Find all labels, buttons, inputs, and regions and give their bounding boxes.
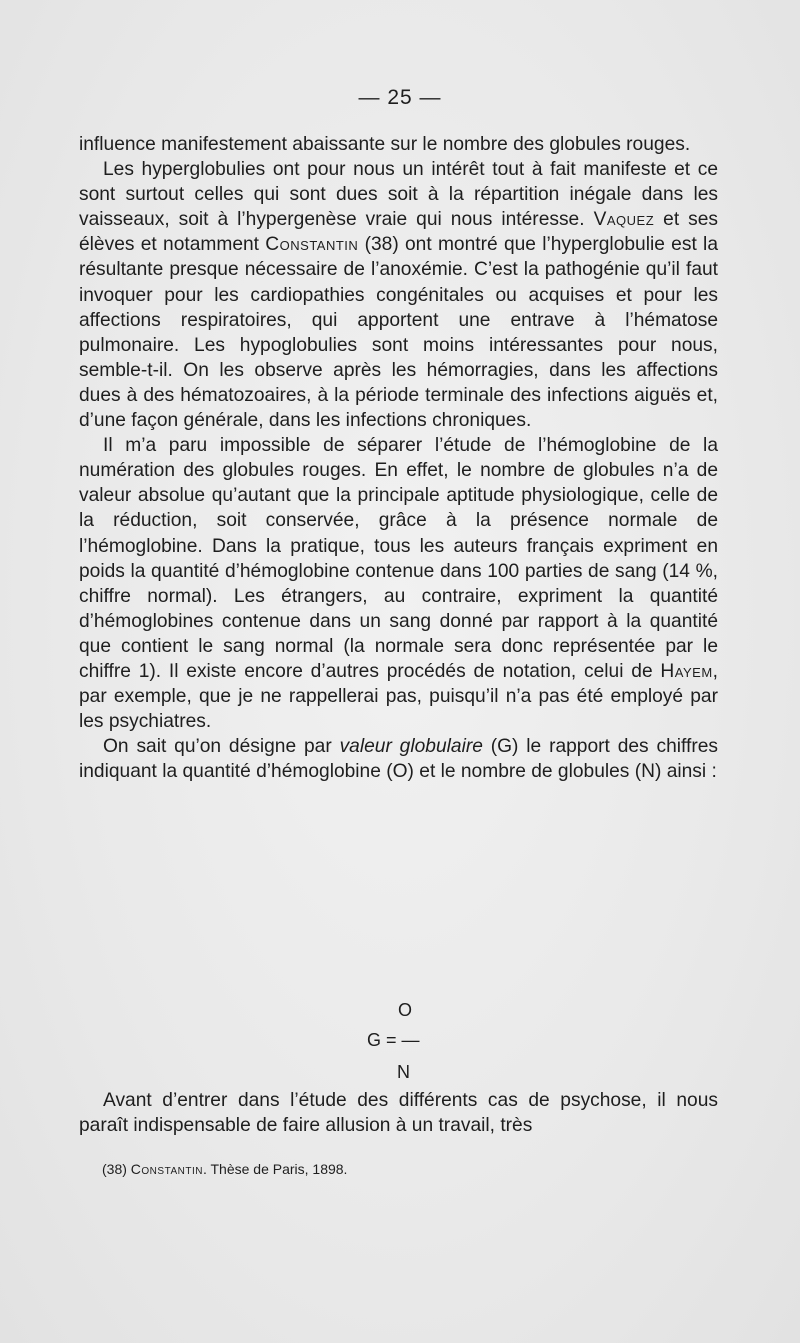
paragraph-3-text-b: , par exemple, que je ne rappellerai pas, puisqu’il n’a pas été employé par les psychiatres. bbox=[79, 660, 718, 733]
paragraph-2-text-b: et ses élèves et notamment bbox=[79, 209, 718, 256]
paragraph-4-text-b: (G) le rapport des chiffres indiquant la quantité d’hémoglobine (O) et le nombre de globules (N) ainsi : bbox=[79, 736, 718, 783]
paragraph-2-text-c: (38) ont montré que l’hyperglobulie est la résultante presque nécessaire de l’anoxémie. C’est la pathogénie qu’il faut invoquer pour les cardiopathies congénitales ou acquises et pour les affections respiratoires, qui apportent une entrave à l’hématose pulmonaire. Les hypoglobulies sont moins intéressantes pour nous, semble-t-il. On les observe après les hémorragies, dans les affections dues à des hématozoaires, à la période terminale des infections aiguës et, d’une façon générale, dans les infections chroniques. bbox=[79, 234, 718, 432]
term-valeur-globulaire: valeur globulaire bbox=[339, 736, 483, 758]
footnote-rest: . Thèse de Paris, 1898. bbox=[202, 1161, 348, 1177]
paragraph-1 bbox=[79, 132, 718, 157]
paragraph-1-text: influence manifestement abaissante sur le nombre des globules rouges. bbox=[79, 134, 691, 155]
formula-numerator: O bbox=[398, 1000, 413, 1020]
author-hayem: Hayem bbox=[660, 660, 713, 682]
author-constantin: Constantin bbox=[265, 234, 359, 256]
paragraph-4-text: On sait qu’on désigne par bbox=[103, 736, 340, 758]
footnote-author: Constantin bbox=[130, 1161, 203, 1177]
closing-text bbox=[79, 1088, 718, 1138]
paragraph-2-text: Les hyperglobulies ont pour nous un intérêt tout à fait manifeste et ce sont surtout celles qui sont dues soit à la répartition inégale dans les vaisseaux, soit à l’hypergenèse vraie qui nous intéresse. bbox=[79, 159, 718, 231]
paragraph-4 bbox=[79, 734, 718, 784]
paragraph-3-text: Il m’a paru impossible de séparer l’étude de l’hémoglobine de la numération des globules rouges. En effet, le nombre de globules n’a de valeur absolue qu’autant que la principale aptitude physiologique, celle de la réduction, soit conservée, grâce à la présence normale de l’hémoglobine. Dans la pratique, tous les auteurs français expriment en poids la quantité d’hémoglobine contenue dans 100 parties de sang (14 %, chiffre normal). Les étrangers, au contraire, expriment la quantité d’hémoglobines contenue dans un sang donné par rapport à la quantité que contient le sang normal (la normale sera donc représentée par le chiffre 1). Il existe encore d’autres procédés de notation, celui de bbox=[79, 435, 718, 682]
main-text bbox=[79, 132, 718, 784]
paragraph-5-text: Avant d’entrer dans l’étude des différents cas de psychose, il nous paraît indispensable de faire allusion à un travail, très bbox=[79, 1090, 718, 1137]
paragraph-2 bbox=[79, 157, 718, 433]
formula-denominator: N bbox=[397, 1062, 410, 1082]
page-number: — 25 — bbox=[358, 86, 442, 109]
footnote bbox=[102, 1161, 347, 1177]
author-vaquez: Vaquez bbox=[593, 209, 655, 231]
footnote-ref: (38) bbox=[102, 1161, 131, 1177]
paragraph-5 bbox=[79, 1088, 718, 1138]
formula-lhs: G = — bbox=[367, 1030, 420, 1050]
paragraph-3 bbox=[79, 433, 718, 734]
